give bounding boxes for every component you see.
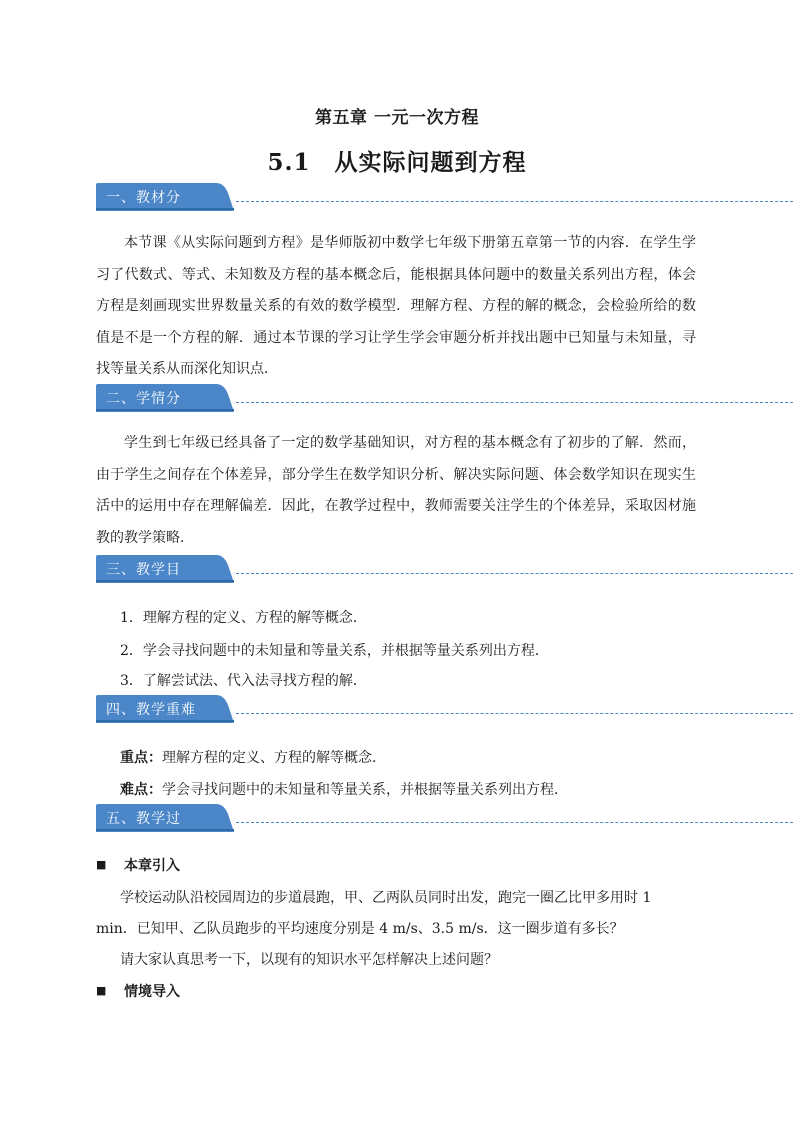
objective-item: 2．学会寻找问题中的未知量和等量关系，并根据等量关系列出方程． <box>120 643 549 659</box>
problem-text-line: 请大家认真思考一下，以现有的知识水平怎样解决上述问题？ <box>120 952 498 968</box>
heading-tab <box>96 183 234 211</box>
key-point <box>120 747 386 767</box>
heading-divider <box>236 201 794 202</box>
difficulty-text: 学会寻找问题中的未知量和等量关系，并根据等量关系列出方程． <box>162 782 568 798</box>
heading-tab <box>96 695 234 723</box>
difficulty-point <box>120 779 568 799</box>
section-number: 5.1 <box>267 149 311 176</box>
subsection-title-scenario: 情境导入 <box>124 984 180 1000</box>
heading-tab <box>96 555 234 583</box>
heading-tab <box>96 384 234 412</box>
problem-text-line: min．已知甲、乙队员跑步的平均速度分别是 4 m/s、3.5 m/s．这一圈步道有多长？ <box>96 921 624 937</box>
heading-label: 一、教材分 <box>106 190 181 206</box>
subsection-title-intro: 本章引入 <box>124 858 180 874</box>
heading-label: 二、学情分 <box>106 391 181 407</box>
heading-divider <box>236 573 794 574</box>
paragraph-student-analysis: 学生到七年级已经具备了一定的数学基础知识，对方程的基本概念有了初步的了解．然而，由于学生之间存在个体差异，部分学生在数学知识分析、解决实际问题、体会数学知识在现实生活中的运用中存在理解偏差．因此，在教学过程中，教师需要关注学生的个体差异，采取因材施教的教学策略． <box>96 435 696 546</box>
section-name: 从实际问题到方程 <box>334 149 527 176</box>
section-title <box>0 144 794 177</box>
paragraph-textbook-analysis: 本节课《从实际问题到方程》是华师版初中数学七年级下册第五章第一节的内容．在学生学习了代数式、等式、未知数及方程的基本概念后，能根据具体问题中的数量关系列出方程，体会方程是刻画现实世界数量关系的有效的数学模型．理解方程、方程的解的概念，会检验所给的数值是不是一个方程的解．通过本节课的学习让学生学会审题分析并找出题中已知量与未知量，寻找等量关系从而深化知识点． <box>96 235 696 378</box>
difficulty-label: 难点： <box>120 782 162 798</box>
bullet-square-icon: ■ <box>96 984 107 997</box>
heading-label: 四、教学重难 <box>106 702 196 718</box>
heading-tab <box>96 804 234 832</box>
heading-divider <box>236 713 794 714</box>
problem-text-line: 学校运动队沿校园周边的步道晨跑，甲、乙两队员同时出发，跑完一圈乙比甲多用时 1 <box>120 890 652 906</box>
objective-item: 1．理解方程的定义、方程的解等概念． <box>120 610 367 626</box>
heading-label: 五、教学过 <box>106 811 181 827</box>
chapter-title: 第五章 一元一次方程 <box>315 108 479 128</box>
heading-divider <box>236 822 794 823</box>
objective-item: 3．了解尝试法、代入法寻找方程的解． <box>120 673 367 689</box>
key-point-label: 重点： <box>120 750 162 766</box>
heading-label: 三、教学目 <box>106 562 181 578</box>
key-point-text: 理解方程的定义、方程的解等概念． <box>162 750 386 766</box>
heading-divider <box>236 402 794 403</box>
bullet-square-icon: ■ <box>96 858 107 871</box>
